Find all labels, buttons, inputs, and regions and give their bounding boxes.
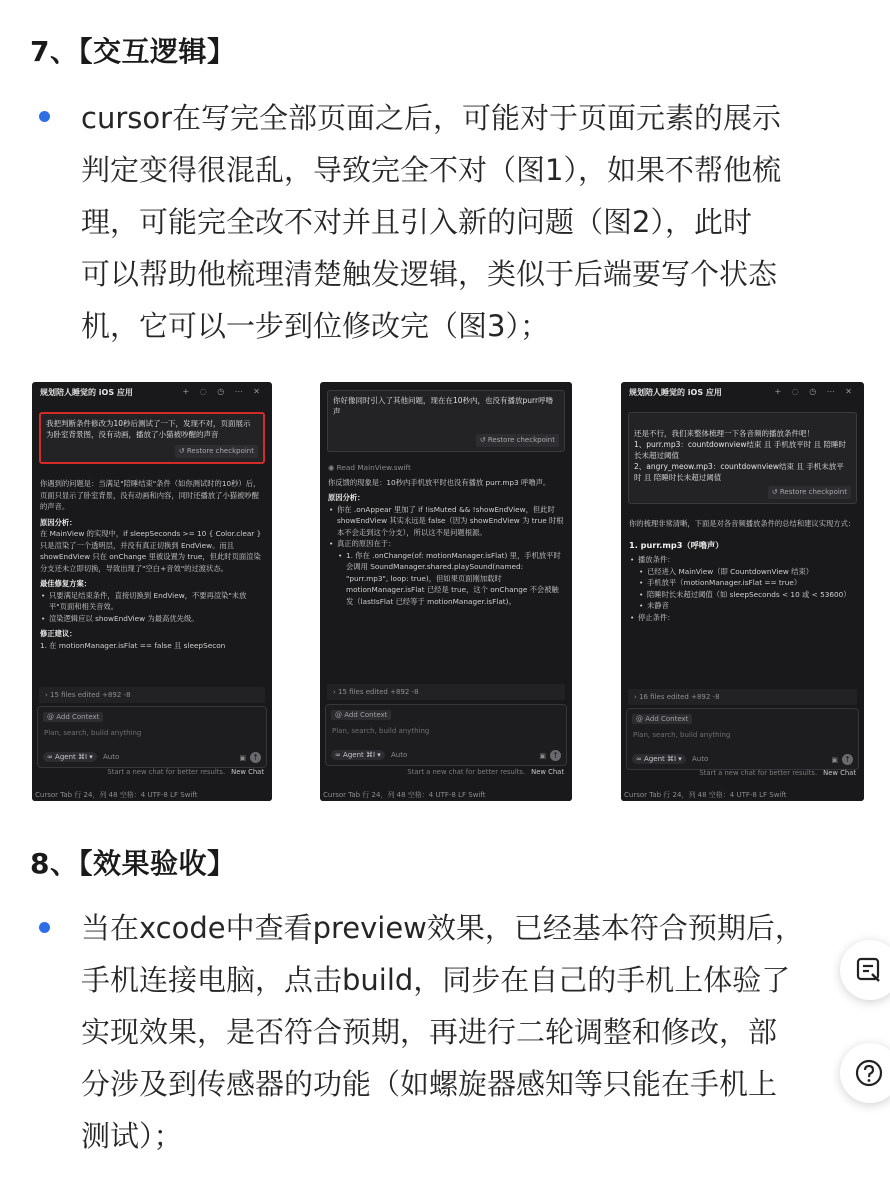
restore-checkpoint-button[interactable]: ↺ Restore checkpoint	[175, 445, 258, 458]
chat-input-placeholder[interactable]: Plan, search, build anything	[44, 729, 142, 737]
files-edited-bar[interactable]: › 15 files edited +892 -8	[327, 684, 565, 700]
toolbar-icons: + ◌ ◷ ⋯ ✕	[182, 387, 264, 396]
files-edited-bar[interactable]: › 15 files edited +892 -8	[39, 687, 265, 703]
help-icon	[854, 1058, 884, 1088]
user-question: 还是不行，我们来整体梳理一下各音频的播放条件吧！ 1、purr.mp3：countdownview结束 且 手机放平时 且 陪睡时长未超过阈值 2、angry_meow.mp3：countdownview结束 且 手机未放平时 且 陪睡时长未超过阈值 ↺ Restore checkpoint	[628, 412, 857, 504]
send-icon[interactable]: ↑	[550, 750, 561, 761]
add-context-button[interactable]: @ Add Context	[43, 712, 103, 722]
restore-checkpoint-button[interactable]: ↺ Restore checkpoint	[476, 434, 559, 447]
image-icon[interactable]: ▣	[831, 756, 838, 764]
chat-input-placeholder[interactable]: Plan, search, build anything	[332, 727, 430, 735]
chat-composer[interactable]	[325, 704, 567, 766]
new-chat-button[interactable]: New Chat	[531, 768, 564, 776]
chat-input-placeholder[interactable]: Plan, search, build anything	[633, 731, 731, 739]
assistant-reply: 你遇到的问题是：当满足"陪睡结束"条件（如你测试时的10秒）后，页面只显示了卧室背景，没有动画和内容，同时还播放了小猫被吵醒的声音。 原因分析： 在 MainView 的实现中，if sleepSeconds >= 10 { Color.clear } 只是渲染了一个透明层，并没有真正切换到 EndView。而且 showEndView 只在 onChange 里被设置为 true，但此时页面渲染分支还未立即切换，导致出现了"空白+音效"的过渡状态。 最佳修复方案： • 只要满足结束条件，直接切换到 EndView，不要再渲染"未放平"页面和相关音效。 • 渲染逻辑应以 showEndView 为最高优先级。 修正建议： 1. 在 motionManager.isFlat == false 且 sleepSecon	[40, 478, 264, 651]
new-chat-button[interactable]: New Chat	[823, 769, 856, 777]
section-8-heading: 8、【效果验收】	[30, 847, 236, 880]
chat-composer[interactable]	[37, 706, 267, 768]
new-chat-hint: Start a new chat for better results. New Chat	[107, 768, 264, 776]
section-7-paragraph: cursor在写完全部页面之后，可能对于页面元素的展示 判定变得很混乱，导致完全不对（图1），如果不帮他梳 理，可能完全改不对并且引入新的问题（图2），此时 可以帮助他梳理清楚触发逻辑，类似于后端要写个状态 机，它可以一步到位修改完（图3）；	[81, 101, 782, 343]
bullet-dot	[39, 922, 50, 933]
screenshot-figure-2	[320, 382, 572, 801]
status-bar: Cursor Tab 行 24，列 48 空格：4 UTF-8 LF Swift	[320, 789, 572, 801]
send-icon[interactable]: ↑	[842, 754, 853, 765]
user-question-highlighted: 我把判断条件修改为10秒后测试了一下，发现不对，页面展示为卧室背景图，没有动画，播放了小猫被吵醒的声音 ↺ Restore checkpoint	[39, 412, 265, 464]
model-selector[interactable]: Auto	[391, 751, 408, 759]
chat-title: 规划陪人睡觉的 iOS 应用 + ◌ ◷ ⋯ ✕	[40, 387, 264, 397]
screenshot-figure-1	[32, 382, 272, 801]
read-file-step: ◉ Read MainView.swift	[328, 463, 411, 472]
model-selector[interactable]: Auto	[692, 755, 709, 763]
status-bar: Cursor Tab 行 24，列 48 空格：4 UTF-8 LF Swift	[621, 789, 864, 801]
image-icon[interactable]: ▣	[239, 754, 246, 762]
status-bar: Cursor Tab 行 24，列 48 空格：4 UTF-8 LF Swift	[32, 789, 272, 801]
screenshot-figure-3	[621, 382, 864, 801]
agent-mode-selector[interactable]: ∞ Agent ⌘I ▾	[43, 752, 97, 762]
assistant-reply: ◉ Read MainView.swift 你反馈的现象是：10秒内手机放平时也没有播放 purr.mp3 呼噜声。 原因分析： • 你在 .onAppear 里加了 if !isMuted && !showEndView，但此时 showEndView 其实永远是 false（因为 showEndView 为 true 时根本不会走到这个分支），所以这不是问题根源。 • 真正的原因在于： • 1. 你在 .onChange(of: motionManager.isFlat) 里，手机放平时会调用 SoundManager.shared.playSound(named: "purr.mp3", loop: true)，但如果页面刚加载时 motionManager.isFlat 已经是 true，这个 onChange 不会被触发（lastIsFlat 已经等于 motionManager.isFlat)。	[328, 462, 564, 607]
toolbar-icons: + ◌ ◷ ⋯ ✕	[774, 387, 856, 396]
user-question: 你好像同时引入了其他问题，现在在10秒内，也没有播放purr呼噜声 ↺ Restore checkpoint	[327, 390, 565, 452]
new-chat-hint: Start a new chat for better results. New Chat	[407, 768, 564, 776]
section-7-heading: 7、【交互逻辑】	[30, 35, 236, 68]
chat-title: 规划陪人睡觉的 iOS 应用 + ◌ ◷ ⋯ ✕	[629, 387, 856, 397]
files-edited-bar[interactable]: › 16 files edited +892 -8	[628, 689, 857, 705]
image-icon[interactable]: ▣	[539, 752, 546, 760]
model-selector[interactable]: Auto	[103, 753, 120, 761]
section-8-paragraph: 当在xcode中查看preview效果，已经基本符合预期后， 手机连接电脑，点击build，同步在自己的手机上体验了 实现效果，是否符合预期，再进行二轮调整和修改，部 分涉及到传感器的功能（如螺旋器感知等只能在手机上 测试）；	[81, 911, 804, 1153]
new-chat-hint: Start a new chat for better results. New Chat	[699, 769, 856, 777]
bullet-dot	[39, 111, 50, 122]
add-context-button[interactable]: @ Add Context	[632, 714, 692, 724]
chat-composer[interactable]	[626, 708, 859, 770]
agent-mode-selector[interactable]: ∞ Agent ⌘I ▾	[331, 750, 385, 760]
send-icon[interactable]: ↑	[250, 752, 261, 763]
agent-mode-selector[interactable]: ∞ Agent ⌘I ▾	[632, 754, 686, 764]
new-chat-button[interactable]: New Chat	[231, 768, 264, 776]
add-context-button[interactable]: @ Add Context	[331, 710, 391, 720]
restore-checkpoint-button[interactable]: ↺ Restore checkpoint	[768, 486, 851, 499]
assistant-reply: 你的梳理非常清晰，下面是对各音频播放条件的总结和建议实现方式： 1. purr.mp3（呼噜声） • 播放条件： • 已经进入 MainView（即 CountdownView 结束） • 手机放平（motionManager.isFlat == true） • 陪睡时长未超过阈值（如 sleepSeconds < 10 或 < 53600） • 未静音 • 停止条件：	[629, 518, 856, 623]
feedback-icon	[854, 955, 884, 985]
